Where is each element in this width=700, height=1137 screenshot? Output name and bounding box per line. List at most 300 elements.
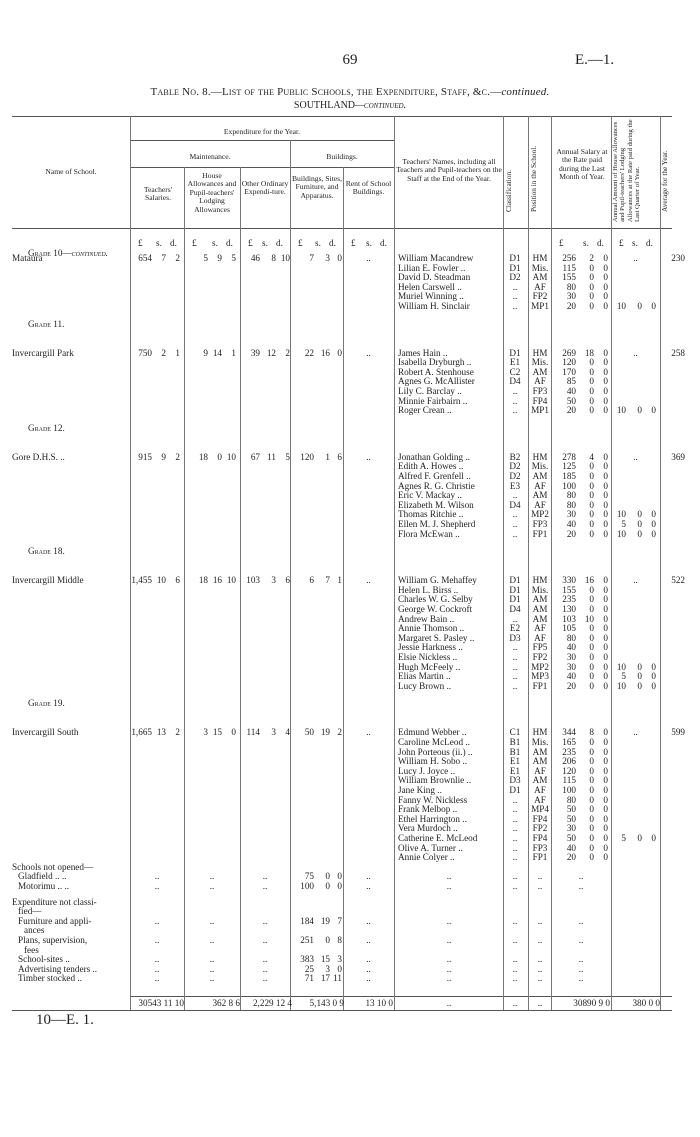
amount-pence: 0 xyxy=(651,833,656,843)
currency-label: d. xyxy=(380,238,387,248)
amount-shillings: 0 xyxy=(589,804,594,815)
teacher-position: FP3 xyxy=(532,842,548,853)
empty-cell: .. xyxy=(578,954,584,965)
amount-pence: 0 xyxy=(603,804,608,815)
amount-shillings: 3 xyxy=(271,727,276,738)
amount-pence: 10 xyxy=(226,575,236,586)
teacher-position: FP4 xyxy=(532,833,548,843)
column-rule xyxy=(611,116,612,1010)
amount-pounds: 22 xyxy=(304,347,314,358)
amount-pounds: 85 xyxy=(566,376,576,387)
teacher-classification: E3 xyxy=(509,480,521,491)
empty-cell: .. xyxy=(209,963,215,974)
school-name: Gore D.H.S. .. xyxy=(12,451,65,462)
teacher-position: FP1 xyxy=(532,528,548,539)
empty-cell: .. xyxy=(209,954,215,965)
amount-shillings: 0 xyxy=(589,794,594,805)
amount-shillings: 7 xyxy=(161,253,166,263)
grade-heading xyxy=(28,698,65,709)
currency-label: s. xyxy=(583,238,589,248)
amount-pence: 0 xyxy=(603,395,608,406)
total-house: 362 8 6 xyxy=(212,998,240,1008)
amount-shillings: 0 xyxy=(637,405,642,416)
school-name: Invercargill Middle xyxy=(12,575,84,586)
amount-pence: 5 xyxy=(285,451,290,462)
teacher-classification: D3 xyxy=(509,632,521,643)
teacher-position: AF xyxy=(534,281,546,292)
amount-shillings: 0 xyxy=(589,291,594,302)
amount-pounds: 251 xyxy=(300,935,314,945)
page-footer: 10—E. 1. xyxy=(36,1012,94,1028)
header-classification: Classification. xyxy=(504,170,513,212)
amount-pence: 0 xyxy=(603,632,608,643)
teacher-position: MP3 xyxy=(531,671,549,682)
amount-pounds: 80 xyxy=(566,499,576,510)
school-name: ances xyxy=(24,925,45,936)
amount-pounds: 103 xyxy=(562,613,576,624)
teacher-position: FP2 xyxy=(532,291,548,302)
amount-pounds: 20 xyxy=(566,680,576,691)
total-annual-salary: 30890 9 0 xyxy=(573,998,610,1008)
table-top-rule xyxy=(12,116,672,117)
teacher-classification: D1 xyxy=(509,253,521,263)
amount-shillings: 0 xyxy=(589,301,594,311)
teacher-classification: .. xyxy=(512,671,518,682)
empty-cell: .. xyxy=(537,963,543,974)
empty-cell: .. xyxy=(578,871,584,882)
empty-cell: .. xyxy=(154,881,160,891)
amount-shillings: 0 xyxy=(325,881,330,891)
amount-pounds: 18 xyxy=(198,575,208,586)
teacher-name: Catherine E. McLeod xyxy=(398,833,478,843)
header-house-allowances: House Allowances and Pupil-teachers' Lodging Allowances xyxy=(187,171,237,214)
teacher-position: HM xyxy=(532,347,548,358)
empty-cell: .. xyxy=(262,915,268,926)
amount-shillings: 0 xyxy=(637,509,642,520)
amount-pounds: 100 xyxy=(562,785,576,795)
average-attendance: 230 xyxy=(671,253,685,263)
currency-label: d. xyxy=(226,238,233,248)
amount-pounds: 80 xyxy=(566,281,576,292)
amount-pounds: 120 xyxy=(300,451,314,462)
amount-pounds: 18 xyxy=(198,451,208,462)
amount-pounds: 5 xyxy=(203,253,208,263)
teacher-position: AF xyxy=(534,480,546,491)
amount-shillings: 9 xyxy=(161,451,166,462)
amount-shillings: 0 xyxy=(589,509,594,520)
amount-pence: 0 xyxy=(603,775,608,786)
amount-pounds: 115 xyxy=(562,775,576,786)
amount-pounds: 10 xyxy=(616,301,626,311)
teacher-name: Eric V. Mackay .. xyxy=(398,490,462,501)
amount-shillings: 0 xyxy=(589,604,594,614)
empty-cell: .. xyxy=(154,963,160,974)
empty-cell: .. xyxy=(578,963,584,974)
teacher-name: Ethel Harrington .. xyxy=(398,813,467,824)
teacher-name: Annie Thomson .. xyxy=(398,623,465,634)
empty-cell: .. xyxy=(366,881,371,891)
teacher-position: AF xyxy=(534,499,546,510)
amount-pounds: 654 xyxy=(138,253,152,263)
amount-shillings: 0 xyxy=(589,519,594,529)
average-attendance: 599 xyxy=(671,727,685,738)
empty-cell: .. xyxy=(512,871,518,882)
amount-pounds: 115 xyxy=(562,262,576,273)
amount-shillings: 0 xyxy=(589,480,594,491)
amount-pounds: 40 xyxy=(566,642,576,653)
amount-shillings: 0 xyxy=(589,746,594,757)
teacher-name: Minnie Fairbairn .. xyxy=(398,395,468,406)
amount-pence: 0 xyxy=(603,594,608,605)
amount-pence: 0 xyxy=(603,727,608,738)
teacher-classification: .. xyxy=(512,794,518,805)
header-name-of-school: Name of School. xyxy=(45,167,97,176)
amount-pence: 0 xyxy=(603,785,608,795)
amount-pounds: 256 xyxy=(562,253,576,263)
teacher-name: Lilian E. Fowler .. xyxy=(398,262,466,273)
average-attendance: 369 xyxy=(671,451,685,462)
amount-shillings: 0 xyxy=(589,765,594,776)
amount-pence: 7 xyxy=(337,915,342,926)
amount-shillings: 0 xyxy=(589,632,594,643)
allowance-value: .. xyxy=(633,451,638,462)
table-header-rule xyxy=(12,228,672,229)
currency-label: £ xyxy=(248,238,253,248)
amount-pence: 0 xyxy=(651,671,656,682)
teacher-name: Lucy J. Joyce .. xyxy=(398,765,456,776)
teacher-classification: E1 xyxy=(509,756,521,767)
empty-cell: .. xyxy=(446,973,452,984)
teacher-classification: .. xyxy=(512,661,518,672)
amount-shillings: 3 xyxy=(325,253,330,263)
amount-shillings: 19 xyxy=(320,727,330,738)
amount-pounds: 1,665 xyxy=(131,727,152,738)
amount-pence: 0 xyxy=(603,671,608,682)
amount-pounds: 50 xyxy=(566,395,576,406)
amount-shillings: 15 xyxy=(320,954,330,965)
teacher-position: AM xyxy=(532,775,548,786)
currency-label: s. xyxy=(262,238,268,248)
amount-pence: 1 xyxy=(337,575,342,586)
amount-shillings: 0 xyxy=(637,671,642,682)
amount-shillings: 17 xyxy=(320,973,330,984)
teacher-classification: .. xyxy=(512,490,518,501)
amount-pounds: 30 xyxy=(566,509,576,520)
amount-shillings: 0 xyxy=(589,671,594,682)
amount-pounds: 10 xyxy=(616,661,626,672)
amount-shillings: 0 xyxy=(589,405,594,416)
amount-pounds: 71 xyxy=(304,973,314,984)
empty-cell: .. xyxy=(209,915,215,926)
amount-pence: 0 xyxy=(337,253,342,263)
amount-pounds: 10 xyxy=(616,528,626,539)
totals-top-rule xyxy=(130,996,672,997)
teacher-position: Mis. xyxy=(531,737,549,747)
amount-shillings: 0 xyxy=(637,833,642,843)
empty-cell: .. xyxy=(537,954,543,965)
amount-pence: 0 xyxy=(603,480,608,491)
empty-cell: .. xyxy=(578,973,584,984)
teacher-classification: D2 xyxy=(509,461,521,472)
amount-pounds: 103 xyxy=(246,575,260,586)
amount-pence: 6 xyxy=(175,575,180,586)
amount-pence: 0 xyxy=(651,405,656,416)
empty-cell: .. xyxy=(446,881,452,891)
amount-pounds: 20 xyxy=(566,405,576,416)
empty-cell: .. xyxy=(262,881,268,891)
teacher-classification: D1 xyxy=(509,584,521,595)
empty-cell: .. xyxy=(154,915,160,926)
empty-cell: .. xyxy=(262,871,268,882)
teacher-position: FP2 xyxy=(532,652,548,662)
teacher-position: AF xyxy=(534,623,546,634)
currency-label: s. xyxy=(632,238,638,248)
school-name: Furniture and appli- xyxy=(18,915,92,926)
amount-shillings: 2 xyxy=(589,253,594,263)
currency-label: d. xyxy=(276,238,283,248)
amount-shillings: 0 xyxy=(589,366,594,377)
school-name: fees xyxy=(24,944,39,955)
empty-cell: .. xyxy=(446,915,452,926)
amount-shillings: 2 xyxy=(161,347,166,358)
teacher-name: Isabella Dryburgh .. xyxy=(398,357,472,368)
empty-cell: .. xyxy=(209,973,215,984)
empty-cell: .. xyxy=(262,935,268,945)
amount-pence: 0 xyxy=(337,347,342,358)
amount-shillings: 8 xyxy=(589,727,594,738)
amount-shillings: 0 xyxy=(589,623,594,634)
expenditure-rule xyxy=(130,140,394,141)
amount-pence: 0 xyxy=(337,871,342,882)
teacher-name: Edith A. Howes .. xyxy=(398,461,464,472)
teacher-name: Edmund Webber .. xyxy=(398,727,467,738)
amount-pounds: 750 xyxy=(138,347,152,358)
amount-shillings: 11 xyxy=(267,451,276,462)
amount-pence: 0 xyxy=(603,405,608,416)
amount-shillings: 0 xyxy=(637,519,642,529)
teacher-name: Thomas Ritchie .. xyxy=(398,509,464,520)
amount-pence: 0 xyxy=(603,613,608,624)
amount-pence: 0 xyxy=(603,366,608,377)
amount-shillings: 0 xyxy=(589,737,594,747)
grade-heading xyxy=(28,319,64,330)
amount-shillings: 14 xyxy=(212,347,222,358)
column-rule xyxy=(394,116,395,1010)
teacher-classification: C2 xyxy=(509,366,521,377)
teacher-classification: D1 xyxy=(509,575,521,586)
amount-pounds: 30 xyxy=(566,291,576,302)
amount-pounds: 67 xyxy=(250,451,260,462)
amount-pence: 0 xyxy=(603,813,608,824)
teacher-classification: E1 xyxy=(509,357,521,368)
amount-shillings: 0 xyxy=(589,272,594,283)
teacher-position: AM xyxy=(532,490,548,501)
teacher-position: AM xyxy=(532,604,548,614)
teacher-position: AM xyxy=(532,756,548,767)
amount-pence: 2 xyxy=(175,253,180,263)
allowance-value: .. xyxy=(633,575,638,586)
rent-value: .. xyxy=(366,347,371,358)
amount-shillings: 0 xyxy=(589,528,594,539)
average-attendance: 258 xyxy=(671,347,685,358)
amount-pence: 0 xyxy=(603,528,608,539)
currency-label: d. xyxy=(597,238,604,248)
amount-pounds: 5 xyxy=(621,519,626,529)
amount-shillings: 3 xyxy=(325,963,330,974)
amount-shillings: 0 xyxy=(589,680,594,691)
amount-shillings: 15 xyxy=(212,727,222,738)
empty-cell: .. xyxy=(209,881,215,891)
empty-cell: .. xyxy=(366,954,371,965)
currency-label: s. xyxy=(366,238,372,248)
teacher-name: Alfred F. Grenfell .. xyxy=(398,471,471,481)
region-name: SOUTHLAND xyxy=(293,100,356,111)
amount-pounds: 80 xyxy=(566,632,576,643)
empty-cell: .. xyxy=(209,935,215,945)
amount-shillings: 18 xyxy=(584,347,594,358)
teacher-name: Roger Crean .. xyxy=(398,405,452,416)
amount-pence: 0 xyxy=(651,680,656,691)
amount-pounds: 235 xyxy=(562,746,576,757)
teacher-classification: B1 xyxy=(509,746,521,757)
empty-cell: .. xyxy=(537,871,543,882)
amount-pounds: 383 xyxy=(300,954,314,965)
amount-pence: 0 xyxy=(231,727,236,738)
teacher-classification: .. xyxy=(512,823,518,834)
currency-label: d. xyxy=(646,238,653,248)
amount-pounds: 235 xyxy=(562,594,576,605)
amount-pence: 0 xyxy=(603,281,608,292)
teacher-name: Jane King .. xyxy=(398,785,442,795)
amount-pounds: 75 xyxy=(304,871,314,882)
teacher-name: Caroline McLeod .. xyxy=(398,737,470,747)
teacher-classification: C1 xyxy=(509,727,521,738)
empty-cell: .. xyxy=(537,973,543,984)
amount-pounds: 20 xyxy=(566,852,576,863)
teacher-classification: .. xyxy=(512,852,518,863)
amount-pence: 0 xyxy=(651,509,656,520)
amount-pence: 0 xyxy=(603,451,608,462)
teacher-name: Elsie Nickless .. xyxy=(398,652,458,662)
teacher-name: Fanny W. Nickless xyxy=(398,794,468,805)
amount-shillings: 0 xyxy=(589,490,594,501)
amount-pence: 0 xyxy=(603,623,608,634)
grade-label: Grade 18. xyxy=(28,546,65,557)
total-rent: 13 10 0 xyxy=(365,998,393,1008)
school-name: Gladfield .. .. xyxy=(18,871,67,882)
teacher-position: FP1 xyxy=(532,680,548,691)
empty-cell: .. xyxy=(154,973,160,984)
amount-shillings: 0 xyxy=(589,376,594,387)
amount-pounds: 170 xyxy=(562,366,576,377)
table-title-text: Table No. 8.—List of the Public Schools, the Expenditure, Staff, &c.— xyxy=(150,86,502,98)
amount-pounds: 125 xyxy=(562,461,576,472)
empty-cell: .. xyxy=(446,935,452,945)
teacher-name: Charles W. G. Selby xyxy=(398,594,473,605)
empty-cell: .. xyxy=(154,954,160,965)
amount-shillings: 0 xyxy=(637,680,642,691)
teacher-position: Mis. xyxy=(531,584,549,595)
amount-pence: 0 xyxy=(603,765,608,776)
amount-pence: 0 xyxy=(603,661,608,672)
amount-pence: 0 xyxy=(651,661,656,672)
teacher-position: AM xyxy=(532,366,548,377)
amount-pence: 2 xyxy=(285,347,290,358)
amount-pence: 8 xyxy=(337,935,342,945)
allowance-value: .. xyxy=(633,253,638,263)
currency-label: £ xyxy=(298,238,303,248)
teacher-name: Andrew Bain .. xyxy=(398,613,455,624)
amount-shillings: 4 xyxy=(589,451,594,462)
amount-shillings: 0 xyxy=(637,301,642,311)
currency-label: d. xyxy=(329,238,336,248)
amount-pence: 1 xyxy=(175,347,180,358)
school-name: Mataura xyxy=(12,253,43,263)
amount-pence: 0 xyxy=(603,386,608,396)
amount-pence: 0 xyxy=(603,737,608,747)
teacher-name: Annie Colyer .. xyxy=(398,852,455,863)
amount-shillings: 10 xyxy=(156,575,166,586)
teacher-classification: D1 xyxy=(509,594,521,605)
school-name: Timber stocked .. xyxy=(18,973,82,984)
amount-shillings: 16 xyxy=(212,575,222,586)
teacher-name: Hugh McFeely .. xyxy=(398,661,461,672)
amount-pence: 0 xyxy=(603,301,608,311)
teacher-name: Muriel Winning .. xyxy=(398,291,464,302)
amount-pence: 0 xyxy=(603,291,608,302)
table-title xyxy=(0,86,700,98)
empty-cell: .. xyxy=(512,973,518,984)
allowance-value: .. xyxy=(633,347,638,358)
amount-pence: 6 xyxy=(337,451,342,462)
amount-pounds: 40 xyxy=(566,671,576,682)
teacher-classification: D3 xyxy=(509,775,521,786)
amount-pounds: 184 xyxy=(300,915,314,926)
amount-pence: 0 xyxy=(651,528,656,539)
teacher-position: FP4 xyxy=(532,813,548,824)
amount-pence: 0 xyxy=(603,253,608,263)
amount-pence: 0 xyxy=(603,357,608,368)
currency-label: £ xyxy=(619,238,624,248)
amount-pounds: 330 xyxy=(562,575,576,586)
header-position: Position in the School. xyxy=(529,145,538,212)
amount-pounds: 39 xyxy=(250,347,260,358)
amount-pence: 0 xyxy=(337,963,342,974)
school-name: Motorimu .. .. xyxy=(18,881,70,891)
teacher-classification: D1 xyxy=(509,347,521,358)
amount-pence: 5 xyxy=(231,253,236,263)
teacher-name: Vera Murdoch .. xyxy=(398,823,458,834)
amount-pounds: 5 xyxy=(621,671,626,682)
teacher-name: Jessie Harkness .. xyxy=(398,642,463,653)
teacher-classification: .. xyxy=(512,528,518,539)
amount-shillings: 0 xyxy=(589,584,594,595)
empty-cell: .. xyxy=(537,881,543,891)
teacher-position: MP4 xyxy=(531,804,549,815)
amount-shillings: 0 xyxy=(589,813,594,824)
teacher-name: William Brownlie .. xyxy=(398,775,472,786)
teacher-classification: D4 xyxy=(509,499,521,510)
total-allowances: 380 0 0 xyxy=(632,998,660,1008)
teacher-classification: E2 xyxy=(509,623,521,634)
teacher-classification: .. xyxy=(512,405,518,416)
amount-shillings: 3 xyxy=(271,575,276,586)
amount-pence: 0 xyxy=(603,746,608,757)
rent-value: .. xyxy=(366,575,371,586)
teacher-position: Mis. xyxy=(531,357,549,368)
amount-shillings: 10 xyxy=(584,613,594,624)
amount-pounds: 20 xyxy=(566,528,576,539)
